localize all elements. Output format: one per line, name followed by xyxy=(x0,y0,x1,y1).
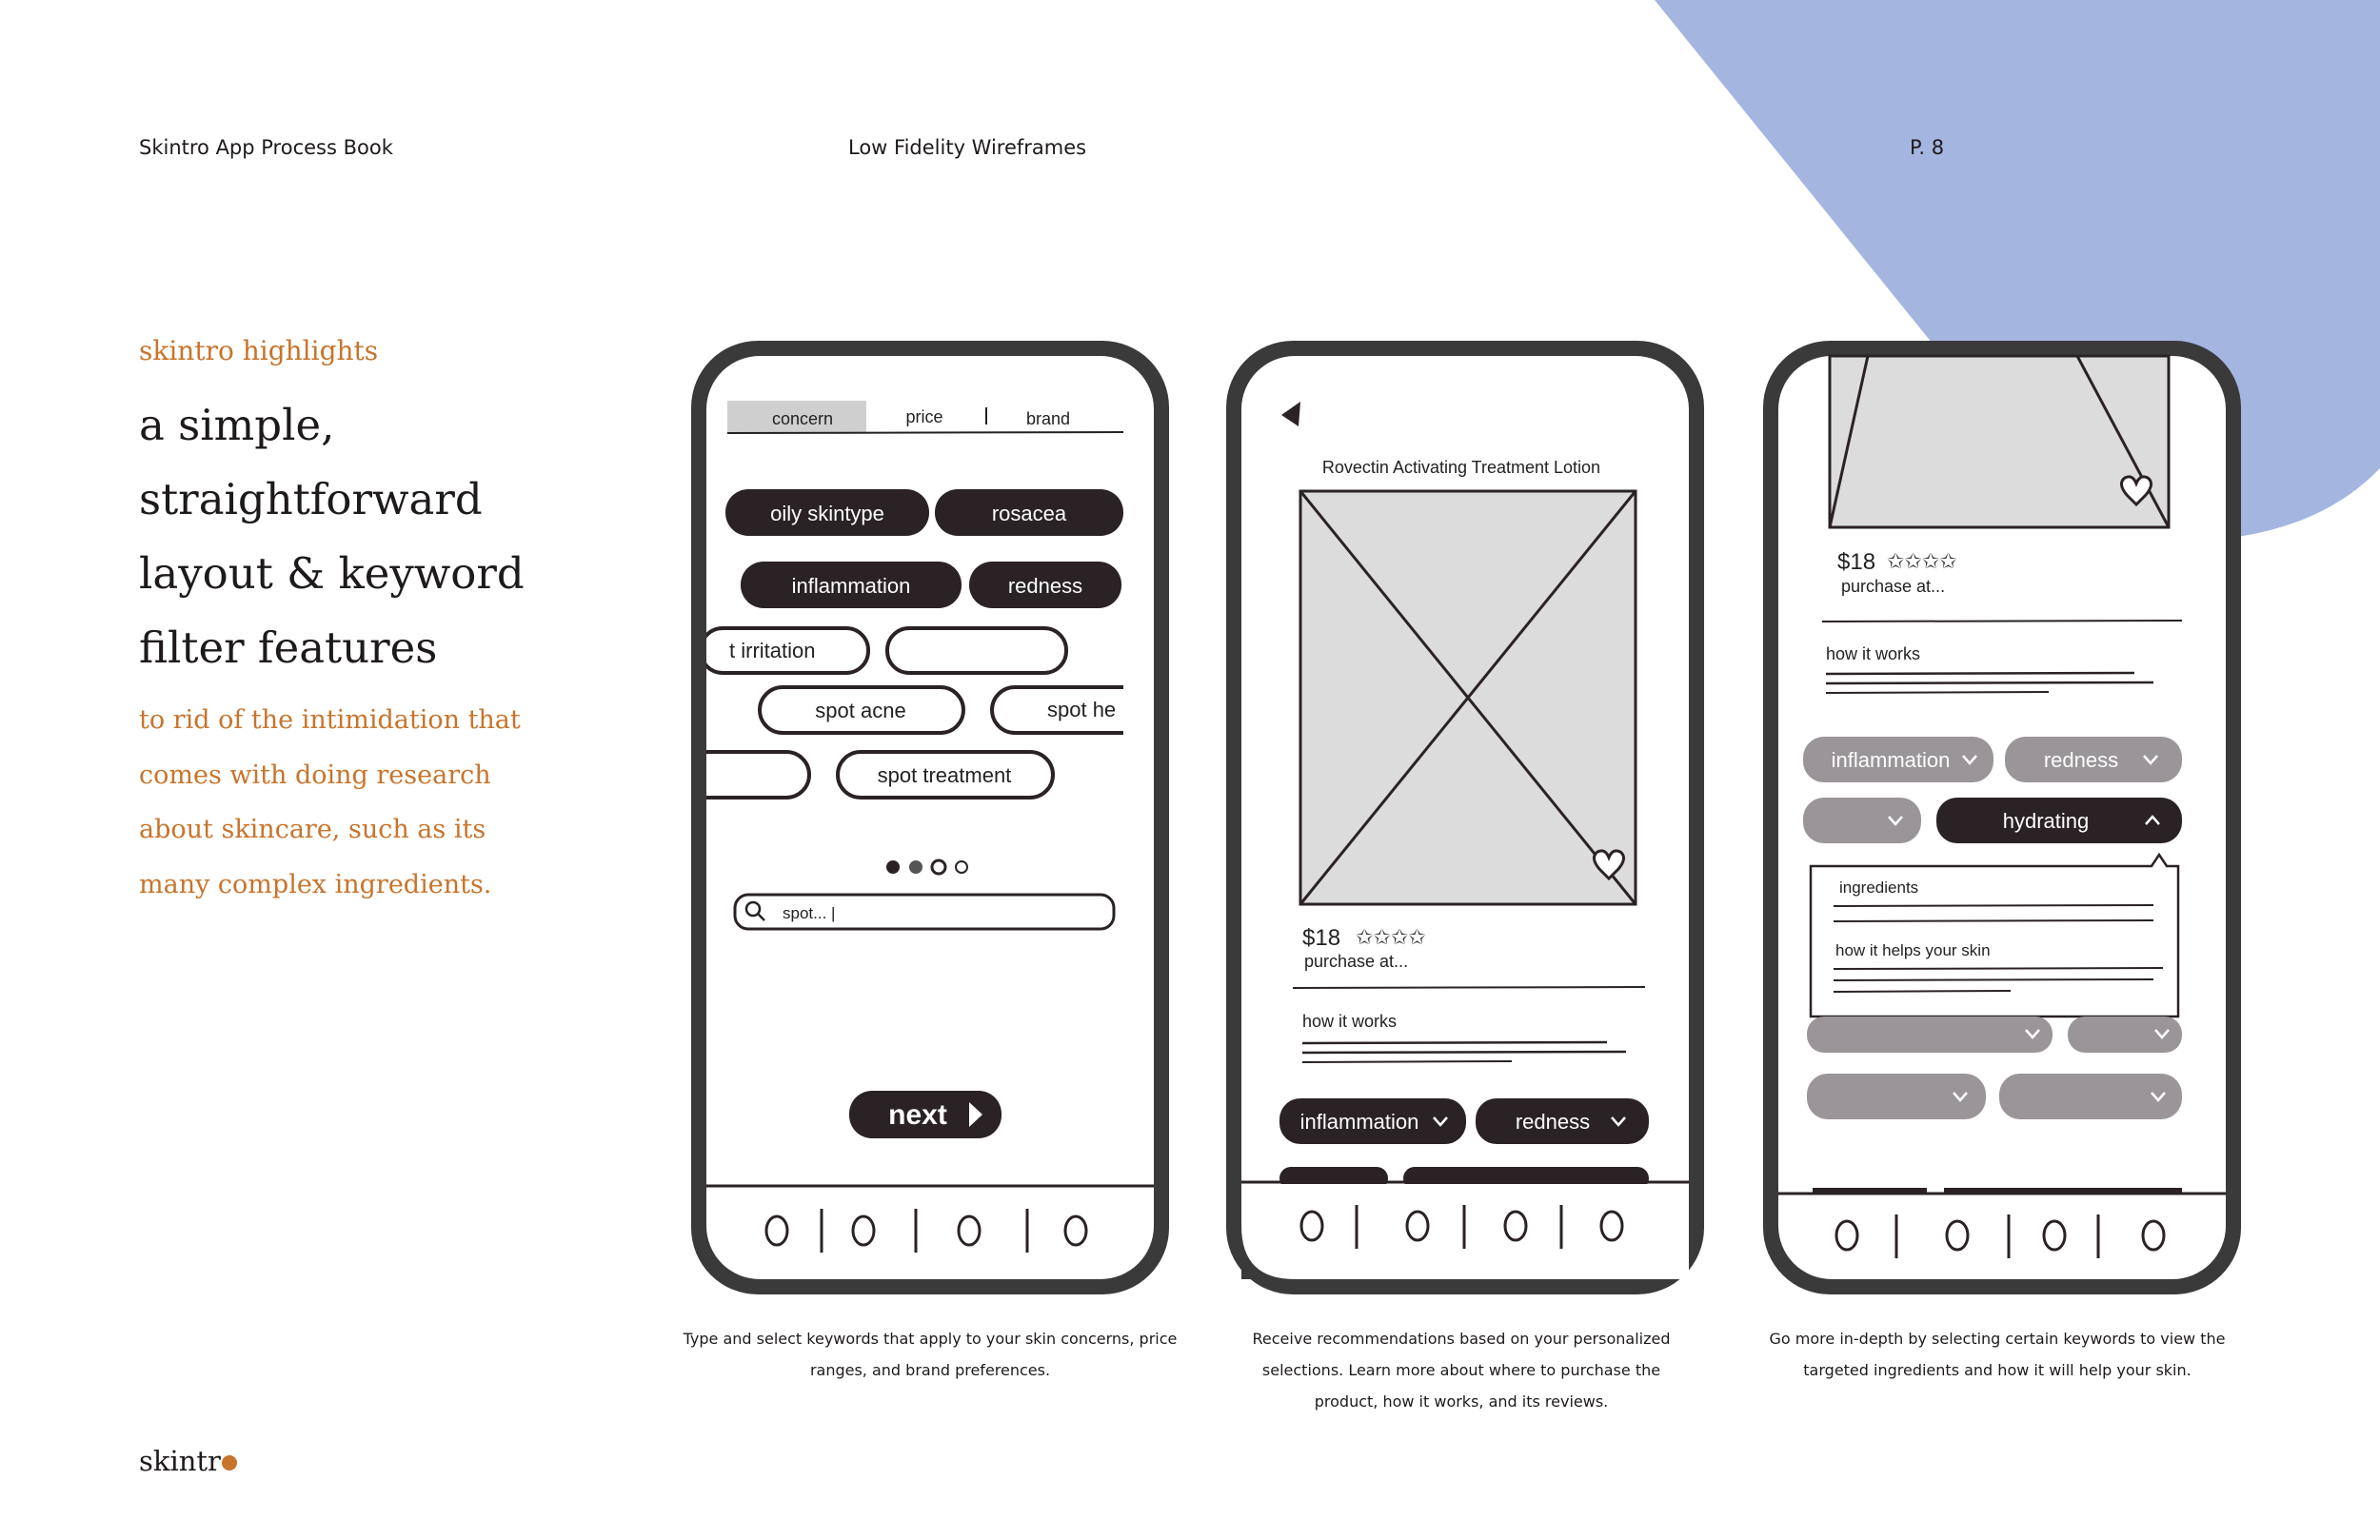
headline xyxy=(139,388,596,685)
chip-label: t irritation xyxy=(729,639,816,662)
tab-concern-label: concern xyxy=(771,409,834,428)
popup-ingredients-label: ingredients xyxy=(1839,879,1919,897)
search-input[interactable] xyxy=(735,895,1114,929)
next-button[interactable] xyxy=(849,1091,1002,1138)
chip-collapsed[interactable] xyxy=(1807,1074,1986,1119)
body-line: comes with doing research xyxy=(139,760,491,790)
chip-oily-skintype[interactable] xyxy=(725,489,929,536)
caption-line: selections. Learn more about where to purchase the xyxy=(1261,1361,1661,1379)
chip-redness[interactable] xyxy=(1476,1098,1649,1144)
chip-collapsed[interactable] xyxy=(1999,1074,2182,1119)
caption-details xyxy=(1750,1323,2245,1386)
chip-label: redness xyxy=(2043,748,2119,772)
section-title: Low Fidelity Wireframes xyxy=(848,136,1087,159)
logo-dot-icon xyxy=(222,1455,237,1471)
chip-label: rosacea xyxy=(991,502,1067,525)
product-price: $18 xyxy=(1302,925,1341,951)
headline-line: layout & keyword xyxy=(139,548,525,599)
chip-empty[interactable] xyxy=(887,628,1066,673)
body-line: about skincare, such as its xyxy=(139,815,486,844)
purchase-link[interactable]: purchase at... xyxy=(1841,577,1946,596)
caption-line: targeted ingredients and how it will help your skin. xyxy=(1803,1361,2192,1379)
chip-rosacea[interactable] xyxy=(935,489,1123,536)
chip-inflammation[interactable] xyxy=(1279,1098,1466,1144)
phone-mockup-keywords xyxy=(691,341,1169,1294)
star-rating-icon: ✩✩✩✩ xyxy=(1356,925,1426,949)
kicker: skintro highlights xyxy=(139,335,379,366)
chip-label: spot he xyxy=(1047,698,1117,721)
product-image-placeholder xyxy=(1300,491,1636,904)
chip-label: oily skintype xyxy=(770,502,884,525)
popup-helps-label: how it helps your skin xyxy=(1835,941,1991,959)
chip-redness[interactable] xyxy=(2005,737,2182,782)
page-number: P. 8 xyxy=(1910,136,1945,159)
chip-spot-he[interactable] xyxy=(992,683,1163,737)
chip-spot-treatment[interactable] xyxy=(838,752,1053,798)
caption-line: product, how it works, and its reviews. xyxy=(1314,1392,1609,1411)
chip-inflammation[interactable] xyxy=(1803,737,1993,782)
chip-label: spot acne xyxy=(815,699,906,722)
next-label: next xyxy=(888,1099,947,1131)
product-price: $18 xyxy=(1837,549,1876,575)
body-line: to rid of the intimidation that xyxy=(139,705,521,735)
phone-mockup-details xyxy=(1763,341,2241,1294)
book-title: Skintro App Process Book xyxy=(139,136,393,159)
star-rating-icon: ✩✩✩✩ xyxy=(1887,549,1957,573)
body-line: many complex ingredients. xyxy=(139,869,492,899)
tab-brand[interactable]: brand xyxy=(1025,409,1071,428)
chip-label: inflammation xyxy=(1831,748,1951,772)
chip-empty[interactable] xyxy=(691,752,809,798)
chip-spot-acne[interactable] xyxy=(760,687,963,733)
how-it-works-heading: how it works xyxy=(1302,1012,1398,1031)
caption-line: Go more in-depth by selecting certain keywords to view the xyxy=(1769,1330,2226,1348)
chip-hydrating[interactable] xyxy=(1936,798,2182,843)
caption-keywords xyxy=(683,1323,1178,1386)
chip-redness[interactable] xyxy=(969,562,1121,608)
intro-body xyxy=(139,693,548,912)
caption-line: Type and select keywords that apply to your skin concerns, price xyxy=(683,1330,1178,1348)
headline-line: a simple, xyxy=(139,400,335,450)
headline-line: straightforward xyxy=(139,474,483,524)
hydrating-details-popup xyxy=(1811,855,2178,1017)
chip-collapsed[interactable] xyxy=(1803,798,1921,843)
caption-product xyxy=(1214,1323,1709,1417)
purchase-link[interactable]: purchase at... xyxy=(1304,952,1409,971)
chip-collapsed[interactable] xyxy=(1807,1017,2053,1053)
chip-collapsed[interactable] xyxy=(2068,1017,2182,1053)
chip-irritation[interactable] xyxy=(701,628,868,673)
chip-label: spot treatment xyxy=(877,763,1012,787)
caption-line: ranges, and brand preferences. xyxy=(809,1361,1051,1379)
caption-line: Receive recommendations based on your personalized xyxy=(1252,1330,1671,1348)
search-value: spot... | xyxy=(783,904,836,922)
chip-label: inflammation xyxy=(1299,1110,1419,1134)
product-title: Rovectin Activating Treatment Lotion xyxy=(1321,458,1601,477)
chip-label: redness xyxy=(1007,574,1083,598)
chip-label: hydrating xyxy=(2002,809,2090,833)
logo-text: skintr xyxy=(139,1445,221,1477)
chip-label: redness xyxy=(1515,1110,1591,1134)
skintro-logo xyxy=(139,1445,237,1477)
headline-line: filter features xyxy=(139,622,438,673)
product-image-placeholder xyxy=(1830,356,2169,527)
chip-label: inflammation xyxy=(791,574,911,598)
how-it-works-heading: how it works xyxy=(1826,644,1921,663)
chip-inflammation[interactable] xyxy=(741,562,962,608)
phone-mockup-product xyxy=(1226,341,1704,1294)
tab-price[interactable]: price xyxy=(905,407,943,426)
